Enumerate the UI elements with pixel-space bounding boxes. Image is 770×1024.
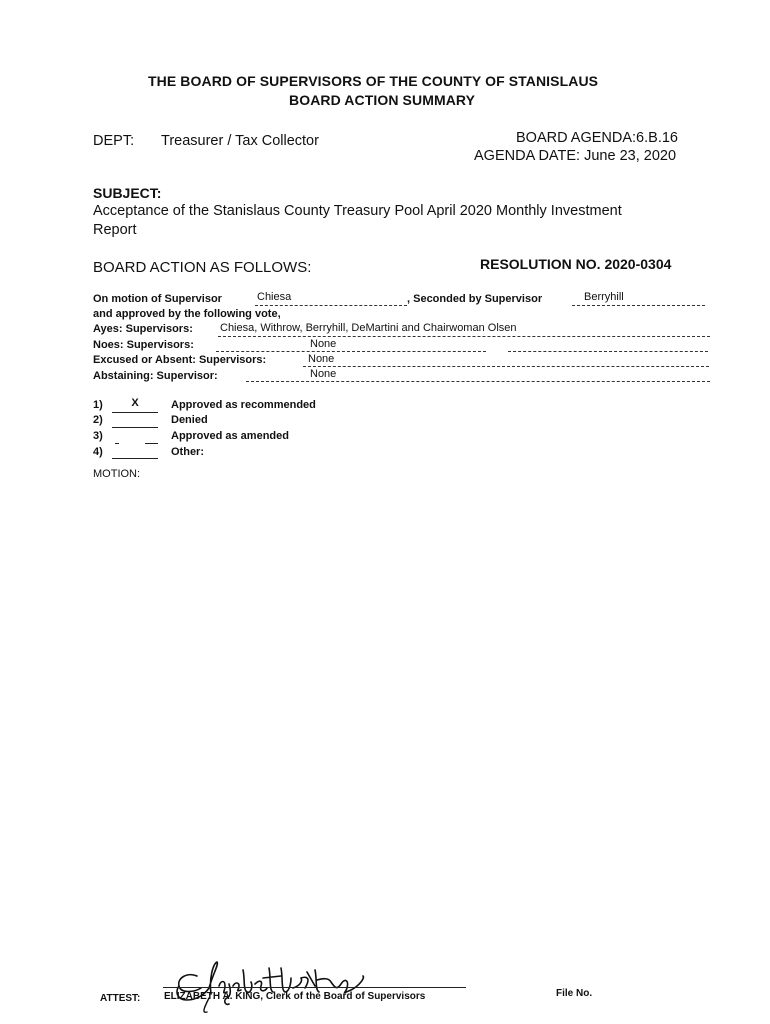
abstaining-underline [246,381,710,382]
option-2-blank [112,427,158,428]
board-agenda: BOARD AGENDA:6.B.16 [516,130,678,146]
excused-underline [303,366,709,367]
subject-line-2: Report [93,222,137,238]
option-1-number: 1) [93,399,103,411]
noes-underline-2 [508,351,708,352]
excused-value: None [308,353,335,365]
agenda-date: AGENDA DATE: June 23, 2020 [474,148,677,164]
option-3-label: Approved as amended [171,430,289,442]
abstaining-label: Abstaining: Supervisor: [93,370,218,382]
option-2-label: Denied [171,414,208,426]
resolution-number: RESOLUTION NO. 2020-0304 [480,256,672,272]
clerk-signature [165,948,385,1018]
ayes-label: Ayes: Supervisors: [93,323,193,335]
dept-value: Treasurer / Tax Collector [161,133,319,149]
option-3-blank-b [145,443,158,444]
noes-underline [216,351,486,352]
option-1-label: Approved as recommended [171,399,316,411]
option-1-blank [112,412,158,413]
motion-label: MOTION: [93,468,141,480]
signature-line [163,987,466,988]
excused-label: Excused or Absent: Supervisors: [93,354,267,366]
on-motion-label: On motion of Supervisor [93,293,222,305]
dept-label: DEPT: [93,133,135,149]
mover-underline [255,305,407,306]
option-4-blank [112,458,158,459]
seconded-label: , Seconded by Supervisor [407,293,543,305]
option-1-mark: X [131,397,139,409]
option-4-label: Other: [171,446,204,458]
option-3-blank-a [115,443,119,444]
subject-label: SUBJECT: [93,185,162,201]
clerk-name: ELIZABETH A. KING, Clerk of the Board of Supervisors [164,991,426,1002]
approved-line: and approved by the following vote, [93,308,281,320]
abstaining-value: None [310,368,337,380]
ayes-underline [218,336,710,337]
subject-line-1: Acceptance of the Stanislaus County Treasury Pool April 2020 Monthly Investment [93,203,622,219]
board-action-heading: BOARD ACTION AS FOLLOWS: [93,259,312,276]
document-title: THE BOARD OF SUPERVISORS OF THE COUNTY OF STANISLAUS [148,73,599,89]
noes-label: Noes: Supervisors: [93,339,194,351]
file-no-label: File No. [556,988,593,999]
option-2-number: 2) [93,414,103,426]
option-4-number: 4) [93,446,103,458]
mover-name: Chiesa [257,291,292,303]
ayes-value: Chiesa, Withrow, Berryhill, DeMartini and Chairwoman Olsen [220,322,517,334]
option-3-number: 3) [93,430,103,442]
attest-label: ATTEST: [100,993,141,1004]
document-subtitle: BOARD ACTION SUMMARY [289,92,476,108]
noes-value: None [310,338,337,350]
seconder-underline [572,305,705,306]
seconder-name: Berryhill [584,291,624,303]
